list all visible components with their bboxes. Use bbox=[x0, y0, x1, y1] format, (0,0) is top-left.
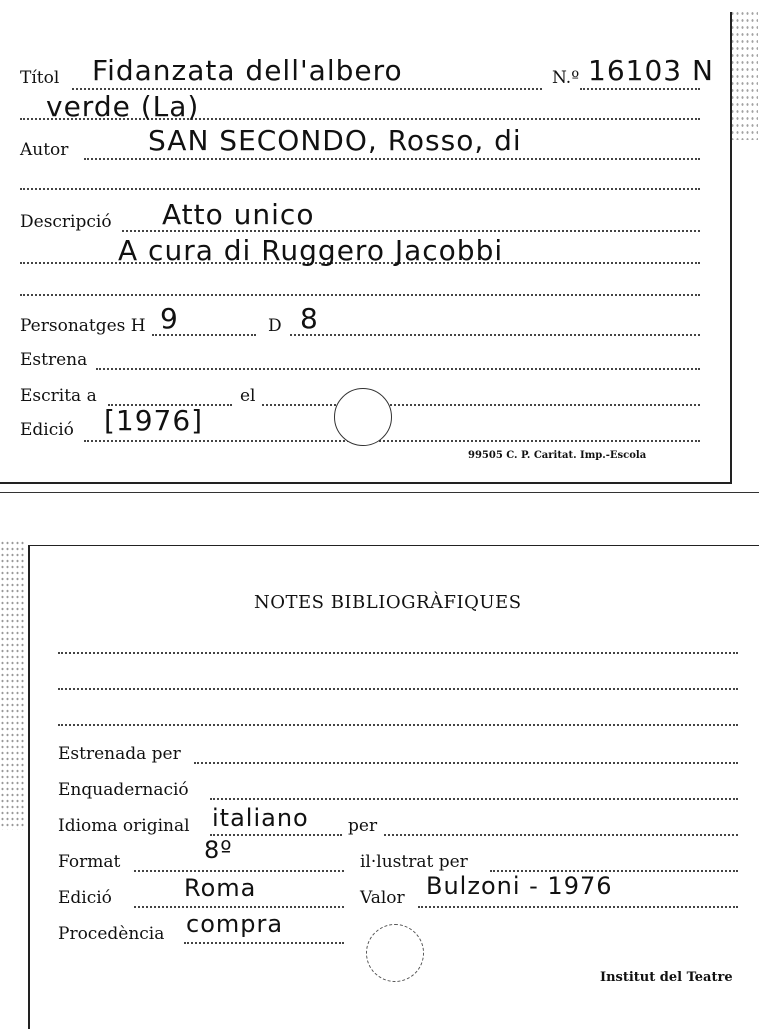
edicio-value: [1976] bbox=[104, 404, 204, 437]
autor-value: SAN SECONDO, Rosso, di bbox=[148, 124, 522, 157]
estrenada-label: Estrenada per bbox=[58, 744, 181, 764]
illustrat-label: il·lustrat per bbox=[360, 852, 468, 872]
personatges-h-value: 9 bbox=[160, 302, 179, 335]
personatges-label: Personatges H bbox=[20, 316, 146, 336]
idioma-per-line bbox=[384, 834, 738, 836]
idioma-label: Idioma original bbox=[58, 816, 190, 836]
estrena-label: Estrena bbox=[20, 350, 88, 370]
autor-label: Autor bbox=[20, 140, 69, 160]
back-edicio-label: Edició bbox=[58, 888, 112, 908]
edicio-label: Edició bbox=[20, 420, 74, 440]
notes-line-1 bbox=[58, 652, 738, 654]
procedencia-label: Procedència bbox=[58, 924, 165, 944]
procedencia-value: compra bbox=[186, 910, 284, 938]
scan-noise-left-bottom bbox=[0, 540, 24, 830]
card-separator-line bbox=[0, 492, 759, 493]
format-line bbox=[134, 870, 344, 872]
titol-value-line2: verde (La) bbox=[46, 90, 200, 123]
idioma-per-label: per bbox=[348, 816, 378, 836]
autor-line bbox=[84, 158, 700, 160]
edicio-line bbox=[84, 440, 700, 442]
scan-noise-top-right bbox=[730, 10, 758, 140]
back-edicio-value: Roma bbox=[184, 874, 257, 902]
personatges-d-line bbox=[290, 334, 700, 336]
valor-line bbox=[418, 906, 738, 908]
titol-label: Títol bbox=[20, 68, 60, 88]
estrena-line bbox=[96, 368, 700, 370]
el-line bbox=[262, 404, 700, 406]
escrita-label: Escrita a bbox=[20, 386, 97, 406]
personatges-d-value: 8 bbox=[300, 302, 319, 335]
catalog-card-front bbox=[0, 12, 732, 484]
punch-hole bbox=[334, 388, 392, 446]
valor-label: Valor bbox=[360, 888, 405, 908]
format-label: Format bbox=[58, 852, 121, 872]
notes-line-2 bbox=[58, 688, 738, 690]
procedencia-line bbox=[184, 942, 344, 944]
personatges-d-label: D bbox=[268, 316, 282, 336]
num-line bbox=[580, 88, 700, 90]
institution-name: Institut del Teatre bbox=[600, 970, 733, 985]
notes-heading: NOTES BIBLIOGRÀFIQUES bbox=[254, 592, 522, 613]
descripcio-value-line1: Atto unico bbox=[162, 198, 315, 231]
enquadernacio-label: Enquadernació bbox=[58, 780, 189, 800]
num-value: 16103 N bbox=[588, 54, 714, 87]
punch-hole-back bbox=[366, 924, 424, 982]
valor-value: Bulzoni - 1976 bbox=[426, 872, 613, 900]
back-edicio-line bbox=[134, 906, 344, 908]
estrenada-line bbox=[194, 762, 738, 764]
format-value: 8º bbox=[204, 836, 233, 864]
descripcio-value-line2: A cura di Ruggero Jacobbi bbox=[118, 234, 504, 267]
notes-line-3 bbox=[58, 724, 738, 726]
catalog-card-back bbox=[28, 545, 759, 1029]
idioma-value: italiano bbox=[212, 804, 309, 832]
descripcio-label: Descripció bbox=[20, 212, 112, 232]
descripcio-line-3 bbox=[20, 294, 700, 296]
titol-value-line1: Fidanzata dell'albero bbox=[92, 54, 403, 87]
printer-imprint: 99505 C. P. Caritat. Imp.-Escola bbox=[468, 450, 647, 461]
el-label: el bbox=[240, 386, 256, 406]
autor-line-2 bbox=[20, 188, 700, 190]
enquadernacio-line bbox=[210, 798, 738, 800]
num-label: N.º bbox=[552, 68, 580, 88]
